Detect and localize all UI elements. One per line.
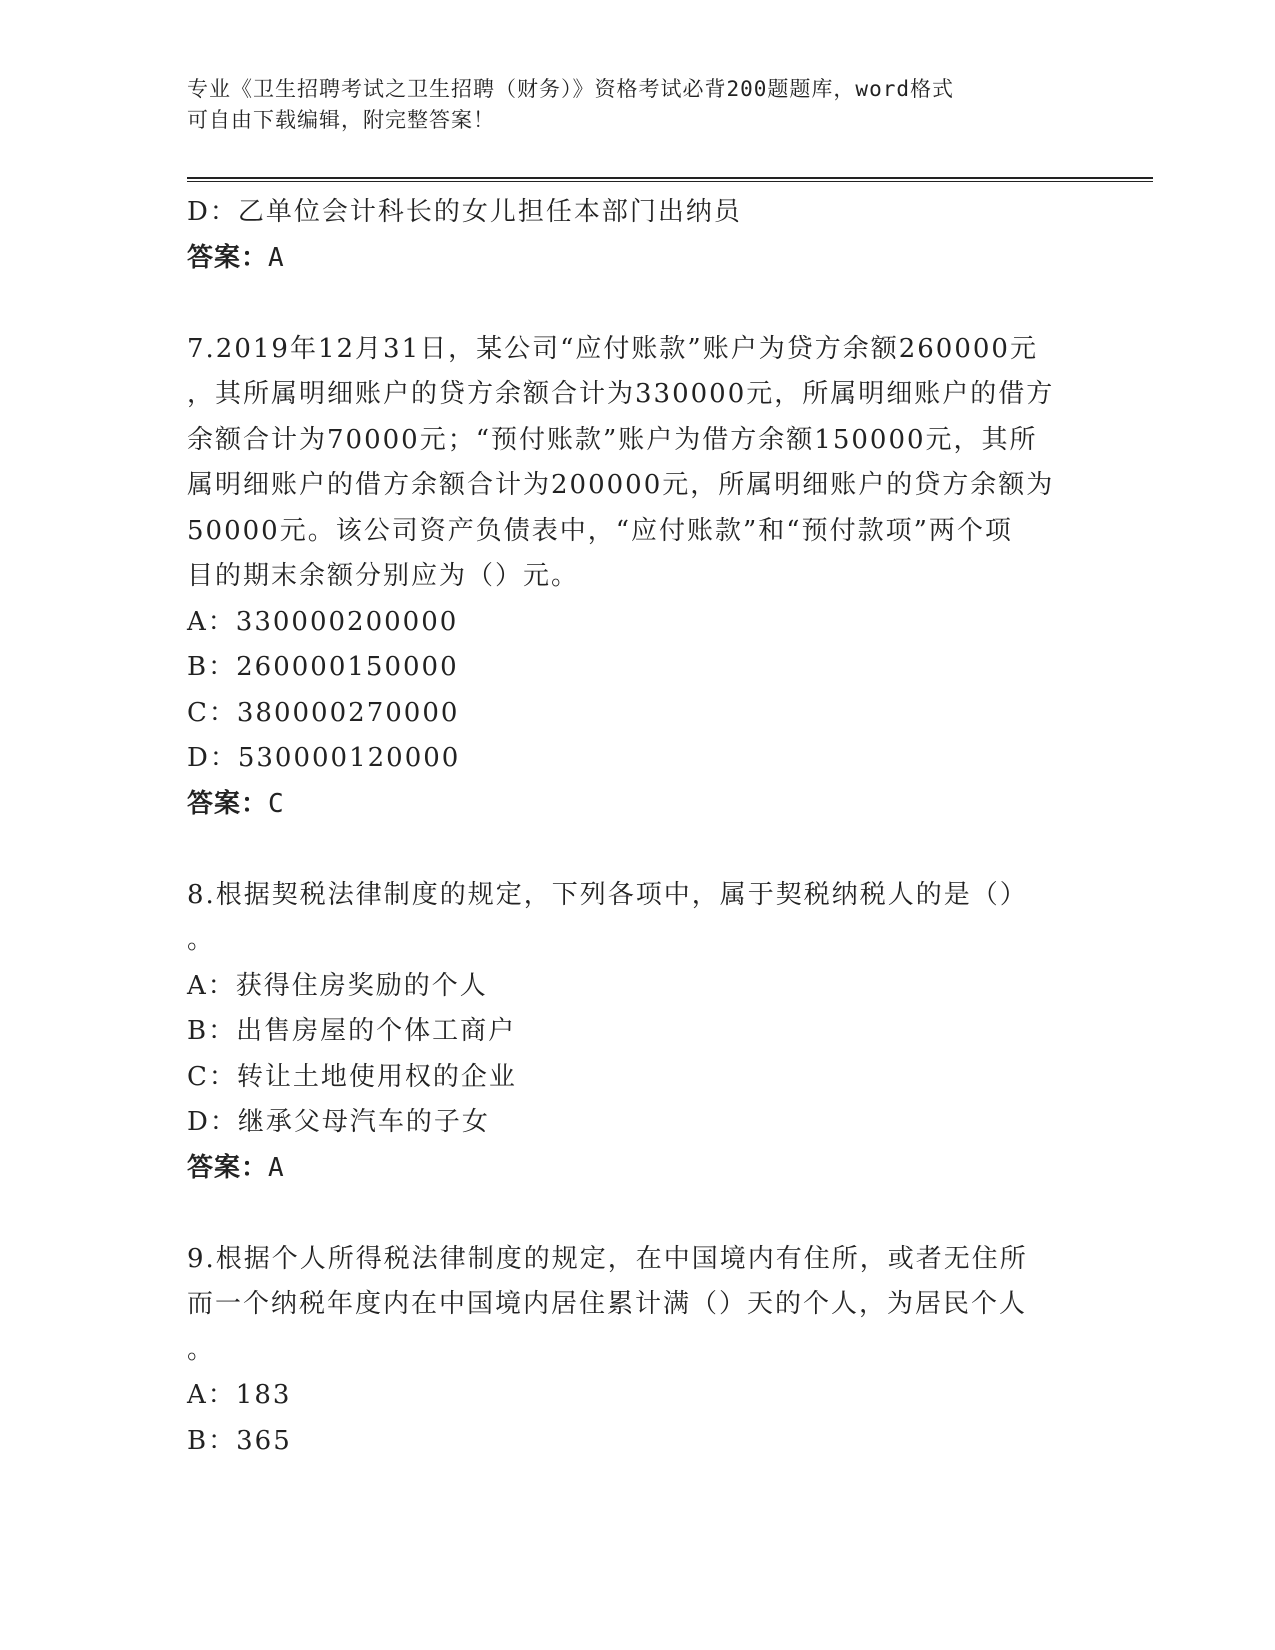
question-6-option-d: D：乙单位会计科长的女儿担任本部门出纳员 <box>187 197 742 227</box>
question-8-option-a: A：获得住房奖励的个人 <box>187 970 488 1001</box>
question-6-answer <box>187 236 1087 282</box>
spacer <box>187 827 1087 873</box>
question-8-option-c: C：转让土地使用权的企业 <box>187 1061 517 1092</box>
question-7-stem-line: 50000元。该公司资产负债表中，“应付账款”和“预付款项”两个项 <box>187 515 1013 546</box>
header-divider <box>187 177 1153 182</box>
question-8-stem-line: 。 <box>187 925 216 955</box>
question-9 <box>187 1237 1087 1465</box>
question-6-tail <box>187 190 1087 281</box>
question-8 <box>187 873 1087 1192</box>
header-line-2: 可自由下载编辑，附完整答案！ <box>187 108 495 132</box>
question-7-option-b: B：260000150000 <box>187 652 459 682</box>
question-7-stem-line: ，其所属明细账户的贷方余额合计为330000元，所属明细账户的借方 <box>187 379 1055 409</box>
question-7-answer <box>187 782 1087 828</box>
question-7-stem-line: 目的期末余额分别应为（）元。 <box>187 561 580 591</box>
answer-value: A <box>268 242 285 273</box>
answer-value: A <box>268 1152 285 1183</box>
question-8-option-d: D：继承父母汽车的子女 <box>187 1107 490 1137</box>
question-9-stem-line: 9.根据个人所得税法律制度的规定，在中国境内有住所，或者无住所 <box>187 1243 1028 1274</box>
document-body <box>187 190 1087 1464</box>
answer-label: 答案： <box>187 242 269 273</box>
question-7-option-d: D：530000120000 <box>187 743 461 773</box>
question-9-option-a: A：183 <box>187 1380 292 1410</box>
header-divider-thick <box>187 177 1153 179</box>
question-7-option-c: C：380000270000 <box>187 697 460 728</box>
header-divider-thin <box>187 181 1153 182</box>
question-7-option-a: A：330000200000 <box>187 606 459 637</box>
question-7-stem-line: 7.2019年12月31日，某公司“应付账款”账户为贷方余额260000元 <box>187 333 1038 364</box>
question-7 <box>187 327 1087 828</box>
question-9-stem-line: 。 <box>187 1334 216 1365</box>
question-9-stem-line: 而一个纳税年度内在中国境内居住累计满（）天的个人，为居民个人 <box>187 1289 1028 1319</box>
answer-value: C <box>268 788 285 819</box>
document-header <box>187 74 1067 136</box>
question-8-answer <box>187 1146 1087 1192</box>
header-line-1: 专业《卫生招聘考试之卫生招聘（财务）》资格考试必背200题题库，word格式 <box>187 77 954 101</box>
answer-label: 答案： <box>187 1152 269 1183</box>
spacer <box>187 281 1087 327</box>
question-9-option-b: B：365 <box>187 1425 292 1456</box>
question-7-stem-line: 属明细账户的借方余额合计为200000元，所属明细账户的贷方余额为 <box>187 470 1055 500</box>
answer-label: 答案： <box>187 788 269 819</box>
question-7-stem-line: 余额合计为70000元；“预付账款”账户为借方余额150000元，其所 <box>187 424 1038 455</box>
spacer <box>187 1191 1087 1237</box>
question-8-stem-line: 8.根据契税法律制度的规定，下列各项中，属于契税纳税人的是（） <box>187 879 1028 910</box>
question-8-option-b: B：出售房屋的个体工商户 <box>187 1016 517 1046</box>
